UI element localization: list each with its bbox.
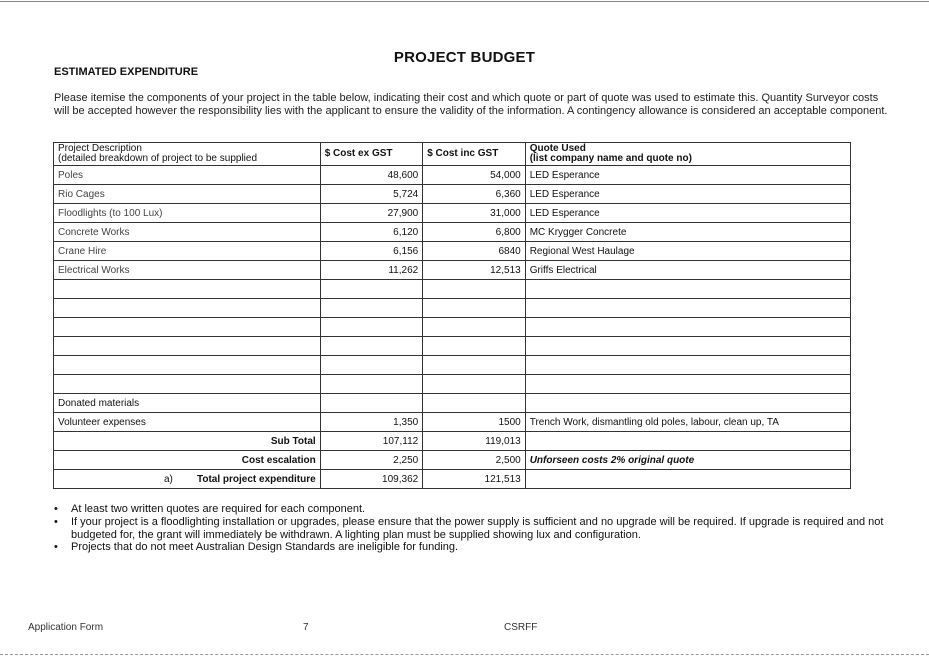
header-quote (525, 143, 850, 166)
row-quote: Griffs Electrical (525, 261, 850, 280)
cost-escalation-label: Cost escalation (54, 451, 321, 470)
total-prefix: a) (164, 473, 173, 485)
row-description: Concrete Works (54, 223, 321, 242)
header-description-line2: (detailed breakdown of project to be supplied (58, 153, 258, 164)
row-cost-ex-gst: 5,724 (320, 185, 423, 204)
subtotal-label: Sub Total (54, 432, 321, 451)
subtotal-ex-gst: 107,112 (320, 432, 423, 451)
note-item (54, 503, 884, 516)
row-cost-inc-gst: 31,000 (423, 204, 526, 223)
notes-list (54, 503, 884, 554)
cost-escalation-ex-gst: 2,250 (320, 451, 423, 470)
top-rule (0, 1, 929, 2)
row-description: Electrical Works (54, 261, 321, 280)
subtotal-inc-gst: 119,013 (423, 432, 526, 451)
row-description: Poles (54, 166, 321, 185)
note-text: If your project is a floodlighting installation or upgrades, please ensure that the power supply is sufficient and no upgrade will be required. If upgrade is required and not budgeted for, the grant will immediately be withdrawn. A lighting plan must be supplied showing lux and configuration. (71, 515, 884, 541)
row-quote: MC Krygger Concrete (525, 223, 850, 242)
empty-row (54, 299, 851, 318)
note-item (54, 516, 884, 542)
row-description: Rio Cages (54, 185, 321, 204)
row-quote: LED Esperance (525, 185, 850, 204)
cost-escalation-note: Unforseen costs 2% original quote (525, 451, 850, 470)
row-cost-inc-gst: 54,000 (423, 166, 526, 185)
intro-paragraph: Please itemise the components of your project in the table below, indicating their cost and which quote or part of quote was used to estimate this. Quantity Surveyor costs will be accepted however the responsibility lies with the applicant to ensure the validity of the information. A contingency allowance is considered an acceptable component. (54, 92, 888, 117)
note-item (54, 541, 884, 554)
row-quote: Regional West Haulage (525, 242, 850, 261)
note-text: Projects that do not meet Australian Design Standards are ineligible for funding. (71, 541, 459, 554)
row-quote: LED Esperance (525, 204, 850, 223)
page-title: PROJECT BUDGET (393, 49, 536, 66)
empty-row (54, 280, 851, 299)
empty-row (54, 318, 851, 337)
table-row (54, 204, 851, 223)
footer-form-name: Application Form (28, 622, 104, 633)
table-row (54, 166, 851, 185)
donated-materials-label: Donated materials (54, 394, 321, 413)
row-cost-inc-gst: 6,800 (423, 223, 526, 242)
bullet-icon: • (54, 503, 58, 515)
table-header-row (54, 143, 851, 166)
donated-materials-row (54, 394, 851, 413)
total-row (54, 470, 851, 489)
section-heading: ESTIMATED EXPENDITURE (54, 66, 199, 78)
row-cost-ex-gst: 6,156 (320, 242, 423, 261)
row-cost-inc-gst: 12,513 (423, 261, 526, 280)
empty-row (54, 337, 851, 356)
header-quote-line1: Quote Used (529, 143, 586, 154)
row-quote: LED Esperance (525, 166, 850, 185)
footer-page-number: 7 (303, 622, 309, 633)
total-label-cell (54, 470, 321, 489)
header-cost-inc-gst: $ Cost inc GST (423, 143, 526, 166)
table-row (54, 242, 851, 261)
footer-code: CSRFF (504, 622, 538, 633)
total-label: Total project expenditure (196, 473, 316, 485)
row-cost-inc-gst: 6,360 (423, 185, 526, 204)
volunteer-expenses-label: Volunteer expenses (54, 413, 321, 432)
volunteer-quote: Trench Work, dismantling old poles, labour, clean up, TA (525, 413, 850, 432)
bottom-rule (0, 654, 929, 655)
empty-row (54, 356, 851, 375)
table-row (54, 185, 851, 204)
row-cost-ex-gst: 48,600 (320, 166, 423, 185)
budget-table (53, 142, 851, 489)
row-cost-inc-gst: 6840 (423, 242, 526, 261)
header-description (54, 143, 321, 166)
cost-escalation-inc-gst: 2,500 (423, 451, 526, 470)
header-description-line1: Project Description (58, 143, 142, 154)
empty-row (54, 375, 851, 394)
volunteer-cost-inc-gst: 1500 (423, 413, 526, 432)
note-text: At least two written quotes are required for each component. (71, 503, 366, 515)
row-cost-ex-gst: 11,262 (320, 261, 423, 280)
volunteer-cost-ex-gst: 1,350 (320, 413, 423, 432)
table-row (54, 261, 851, 280)
header-quote-line2: (list company name and quote no) (529, 153, 692, 164)
row-description: Floodlights (to 100 Lux) (54, 204, 321, 223)
subtotal-row (54, 432, 851, 451)
volunteer-expenses-row (54, 413, 851, 432)
bullet-icon: • (54, 541, 58, 554)
header-cost-ex-gst: $ Cost ex GST (320, 143, 423, 166)
total-ex-gst: 109,362 (320, 470, 423, 489)
row-description: Crane Hire (54, 242, 321, 261)
row-cost-ex-gst: 6,120 (320, 223, 423, 242)
bullet-icon: • (54, 515, 58, 528)
table-row (54, 223, 851, 242)
cost-escalation-row (54, 451, 851, 470)
row-cost-ex-gst: 27,900 (320, 204, 423, 223)
total-inc-gst: 121,513 (423, 470, 526, 489)
